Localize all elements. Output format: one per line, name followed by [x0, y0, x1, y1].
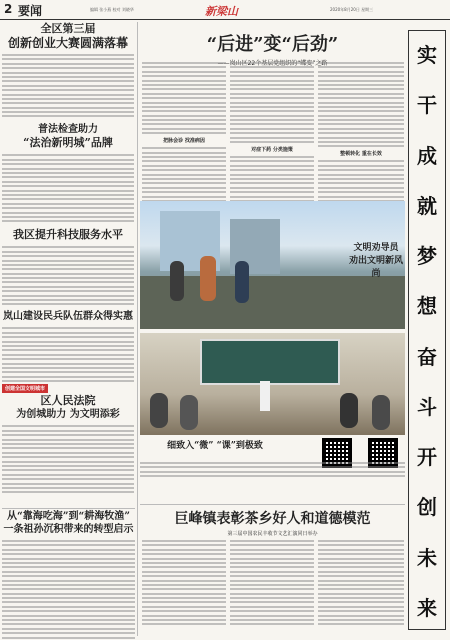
art5-title1: 区人民法院	[40, 394, 96, 408]
bottom-story-title: 巨峰镇表彰茶乡好人和道德模范	[174, 511, 371, 527]
art3-title: 我区提升科技服务水平	[13, 228, 123, 242]
banner-char: 未	[417, 545, 437, 570]
art6-title1: 从“靠海吃海”到“耕海牧渔”	[6, 511, 130, 522]
section-name: 要闻	[18, 4, 43, 18]
masthead-logo: 新梁山	[205, 5, 238, 18]
art2-title2: “法治新明城”品牌	[23, 136, 113, 150]
top-story-title: “后进”变“后劲”	[206, 34, 339, 55]
editor-line: 编辑 张小燕 校对 刘晓华	[90, 7, 134, 12]
art2-title1: 普法检查助力	[38, 124, 98, 136]
art1-title1: 全区第三届	[40, 22, 96, 35]
art4-title: 岚山建设民兵队伍群众得实惠	[3, 311, 133, 323]
bottom-story-subtitle: 第三届中国农民丰收节文艺汇演同日举办	[227, 531, 318, 537]
art6	[2, 510, 135, 640]
art1-title2: 创新创业大赛圆满落幕	[7, 36, 128, 50]
classroom-photo	[140, 333, 405, 435]
top-story-sub1: 把脉会诊 找准病因	[163, 138, 205, 145]
bottom-story	[140, 508, 405, 537]
page-number: 2	[4, 2, 13, 16]
civ-title1: 文明劝导员	[353, 243, 399, 253]
page-header	[0, 0, 450, 20]
art5-title2: 为创城助力 为文明添彩	[16, 409, 120, 421]
banner-char: 斗	[417, 394, 437, 419]
banner-char: 来	[417, 595, 437, 620]
banner-char: 就	[417, 193, 437, 218]
banner-char: 梦	[417, 244, 437, 269]
banner-char: 实	[417, 43, 437, 67]
banner-char: 开	[417, 445, 437, 470]
photo2-caption: 细致入“微” “课”到极致	[167, 441, 263, 451]
art5-tag: 创建全国文明城市	[2, 384, 48, 393]
banner-char: 奋	[417, 344, 437, 369]
civ-title2: 劝出文明新风尚	[348, 256, 403, 279]
left-column	[2, 22, 134, 496]
top-story-sub2: 对症下药 分类施策	[251, 147, 293, 154]
banner-char: 想	[417, 294, 437, 319]
banner-char: 成	[417, 143, 437, 168]
banner-char: 干	[417, 93, 437, 118]
vertical-banner	[408, 30, 446, 630]
art6-title2: 一条祖孙沉积带来的转型启示	[3, 524, 134, 535]
banner-char: 创	[417, 495, 437, 520]
civ-title-wrap	[345, 240, 407, 279]
top-story-sub3: 整顿转化 重在长效	[340, 151, 382, 158]
date-line: 2020年8月20日 星期三	[330, 7, 374, 12]
